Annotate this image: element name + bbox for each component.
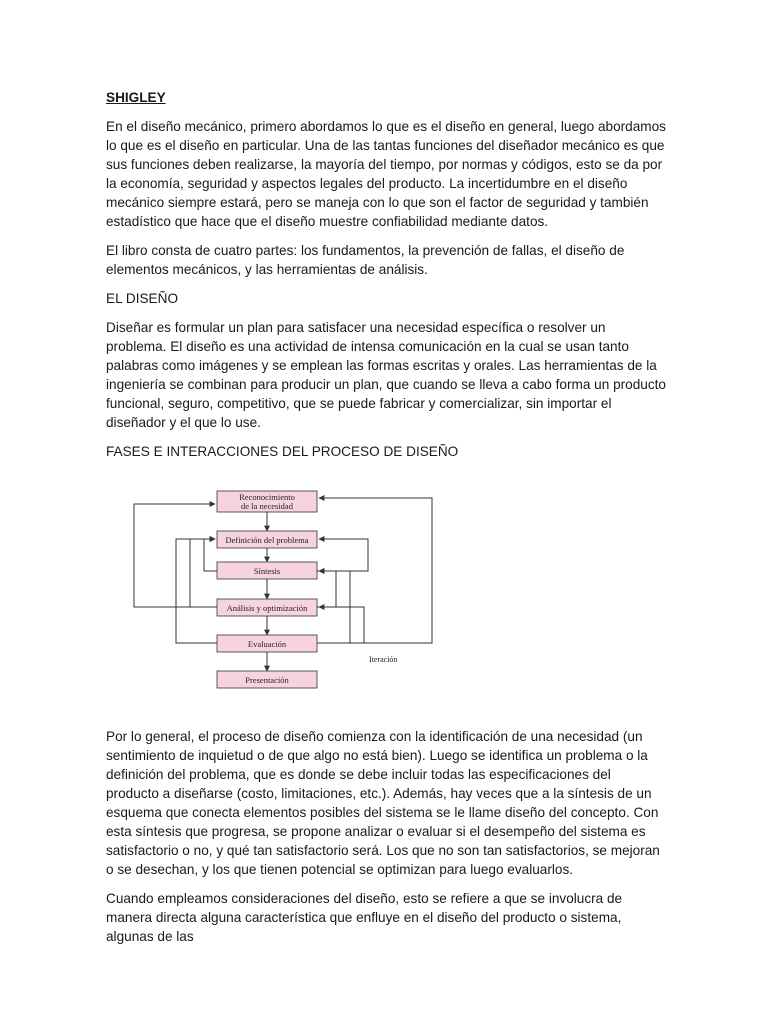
box-sintesis: [217, 562, 317, 579]
loop-right-3-to-2: [317, 539, 368, 571]
box-analisis: [217, 599, 317, 616]
box-definicion-label: Definición del problema: [225, 535, 309, 545]
box-evaluacion-label: Evaluación: [247, 639, 287, 649]
box-reconocimiento-line-1: Reconocimiento: [239, 492, 295, 502]
paragraph-book-parts: El libro consta de cuatro partes: los fundamentos, la prevención de fallas, el diseño de elementos mecánicos, y las herramientas de análisis.: [106, 243, 625, 277]
document-page: [106, 88, 666, 956]
box-evaluacion: [217, 635, 317, 652]
box-definicion: [217, 531, 317, 548]
design-process-diagram: [106, 487, 666, 709]
section-title-el-diseno: EL DISEÑO: [106, 291, 179, 306]
box-analisis-label: Análisis y optimización: [226, 603, 308, 613]
loop-right-4-to-3: [317, 571, 336, 607]
paragraph-design-definition: Diseñar es formular un plan para satisfacer una necesidad específica o resolver un problema. El diseño es una actividad de intensa comunicación en la cual se usan tanto palabras como imágenes y se emplean las formas escritas y orales. Las herramientas de la ingeniería se combinan para producir un plan, que cuando se lleva a cabo forma un producto funcional, seguro, competitivo, que se puede fabricar y comercializar, sin importar el diseñador y el que lo use.: [106, 320, 666, 430]
box-presentacion: [217, 671, 317, 688]
loop-left-3-to-2: [204, 539, 217, 571]
box-reconocimiento-line-2: de la necesidad: [241, 501, 293, 511]
section-title-fases: FASES E INTERACCIONES DEL PROCESO DE DISEÑO: [106, 444, 459, 459]
document-title: SHIGLEY: [106, 90, 166, 105]
iteration-label: Iteración: [369, 655, 398, 664]
paragraph-design-considerations: Cuando empleamos consideraciones del diseño, esto se refiere a que se involucra de manera directa alguna característica que enfluye en el diseño del producto o sistema, algunas de las: [106, 891, 623, 944]
iteration-label-group: [369, 655, 397, 664]
box-presentacion-label: Presentación: [245, 675, 289, 685]
box-reconocimiento: [217, 491, 317, 512]
loop-right-5-to-4: [317, 607, 364, 643]
paragraph-process-description: Por lo general, el proceso de diseño comienza con la identificación de una necesidad (un sentimiento de inquietud o de que algo no está bien). Luego se identifica un problema o la definición del problema, que es donde se debe incluir todas las especificaciones del producto a diseñarse (costo, limitaciones, etc.). Además, hay veces que a la síntesis de un esquema que conecta elementos posibles del sistema se le llame diseño del concepto. Con esta síntesis que progresa, se propone analizar o evaluar si el desempeño del sistema es satisfactorio o no, y qué tan satisfactorio será. Los que no son tan satisfactorios, se mejoran o se desechan, y los que tienen potencial se optimizan para luego evaluarlos.: [106, 729, 660, 877]
design-process-flowchart: [106, 487, 666, 709]
loop-left-5-to-2: [176, 539, 217, 643]
paragraph-intro: En el diseño mecánico, primero abordamos lo que es el diseño en general, luego abordamos lo que es el diseño en particular. Una de las tantas funciones del diseñador mecánico es que sus funciones deben realizarse, la mayoría del tiempo, por normas y códigos, esto se da por la economía, seguridad y aspectos legales del producto. La incertidumbre en el diseño mecánico siempre estará, pero se maneja con lo que son el factor de seguridad y también estadístico que hace que el diseño muestre confiabilidad mediante datos.: [106, 119, 666, 229]
box-sintesis-label: Síntesis: [253, 566, 281, 576]
